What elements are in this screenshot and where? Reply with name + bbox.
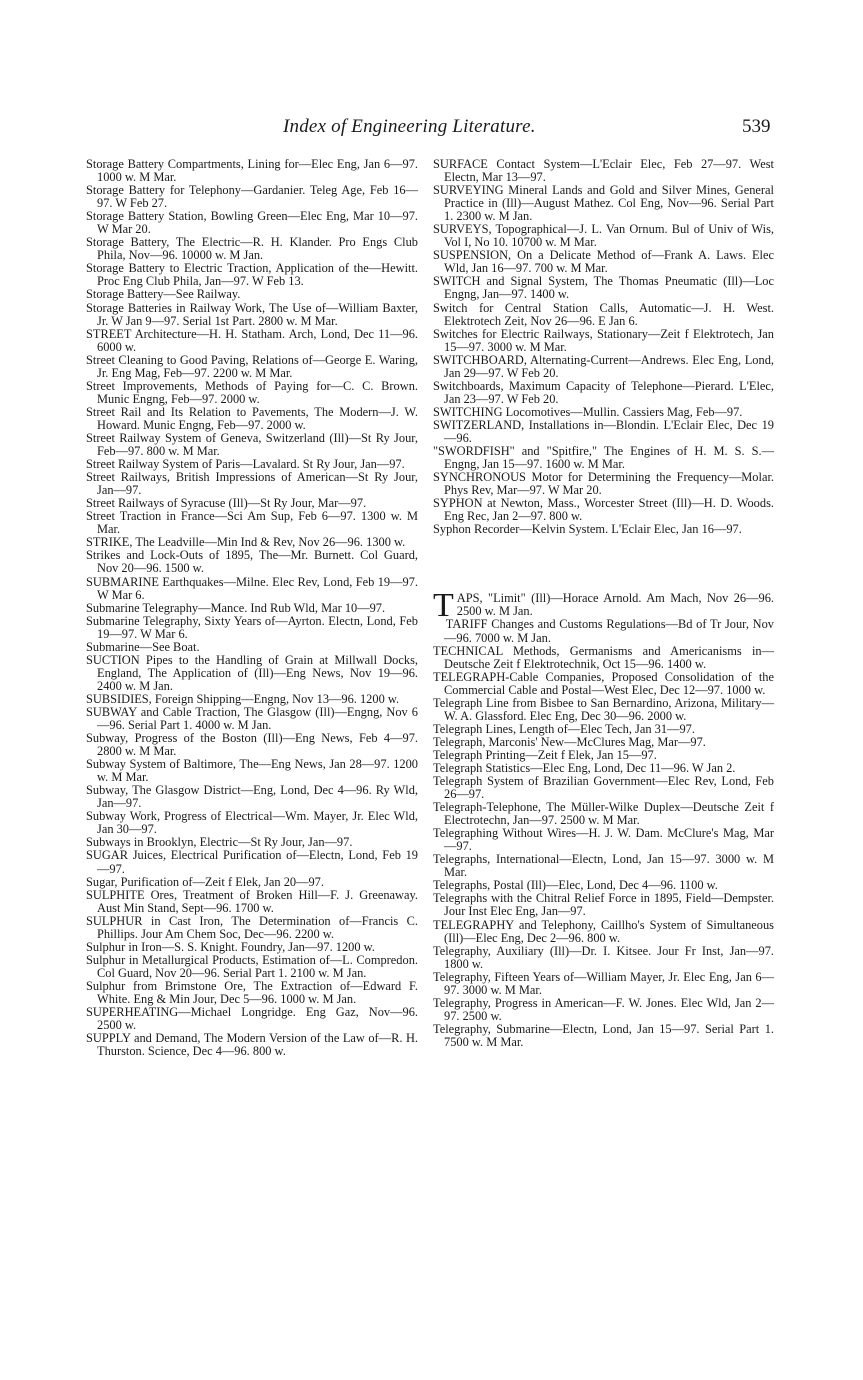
index-entry: Telegraph Statistics—Elec Eng, Lond, Dec 11—96. W Jan 2. — [433, 760, 736, 775]
index-entry: Street Improvements, Methods of Paying for—C. C. Brown. Munic Engng, Feb—97. 2000 w. — [86, 378, 418, 406]
index-entry: SUBMARINE Earthquakes—Milne. Elec Rev, Lond, Feb 19—97. W Mar 6. — [86, 574, 418, 602]
index-entry: Storage Battery, The Electric—R. H. Klander. Pro Engs Club Phila, Nov—96. 10000 w. M Jan. — [86, 235, 418, 263]
index-entry: Storage Batteries in Railway Work, The Use of—William Baxter, Jr. W Jan 9—97. Serial 1st Part. 2800 w. M Mar. — [86, 300, 418, 328]
index-entry: TARIFF Changes and Customs Regulations—Bd of Tr Jour, Nov—96. 7000 w. M Jan. — [444, 617, 774, 645]
index-entry: Storage Battery for Telephony—Gardanier. Teleg Age, Feb 16—97. W Feb 27. — [86, 183, 418, 211]
index-entry: Telegraphy, Fifteen Years of—William Mayer, Jr. Elec Eng, Jan 6—97. 3000 w. M Mar. — [433, 969, 774, 997]
index-entry: Subway System of Baltimore, The—Eng News, Jan 28—97. 1200 w. M Mar. — [86, 757, 418, 785]
index-entry: Strikes and Lock-Outs of 1895, The—Mr. Burnett. Col Guard, Nov 20—96. 1500 w. — [86, 548, 418, 576]
index-entry: SYPHON at Newton, Mass., Worcester Street (Ill)—H. D. Woods. Eng Rec, Jan 2—97. 800 w. — [433, 496, 774, 524]
index-entry: Switches for Electric Railways, Stationary—Zeit f Elektrotech, Jan 15—97. 3000 w. M Mar. — [433, 326, 774, 354]
index-entry: Telegraph, Marconis' New—McClures Mag, Mar—97. — [433, 734, 706, 749]
index-entry: Street Railways, British Impressions of American—St Ry Jour, Jan—97. — [86, 470, 418, 498]
index-entry: STREET Architecture—H. H. Statham. Arch, Lond, Dec 11—96. 6000 w. — [86, 326, 418, 354]
index-entry: TECHNICAL Methods, Germanisms and Americanisms in—Deutsche Zeit f Elektrotechnik, Oct 15—96. 1400 w. — [433, 643, 774, 671]
index-entry: Sulphur in Metallurgical Products, Estimation of—L. Compredon. Col Guard, Nov 20—96. Serial Part 1. 2100 w. M Jan. — [86, 952, 418, 980]
index-entry: Submarine—See Boat. — [86, 639, 200, 654]
index-entry: SUPERHEATING—Michael Longridge. Eng Gaz, Nov—96. 2500 w. — [86, 1005, 418, 1033]
index-entry: SURVEYS, Topographical—J. L. Van Ornum. Bul of Univ of Wis, Vol I, No 10. 10700 w. M Mar. — [433, 222, 774, 250]
index-entry: SURFACE Contact System—L'Eclair Elec, Feb 27—97. West Electn, Mar 13—97. — [433, 157, 774, 185]
index-entry: SURVEYING Mineral Lands and Gold and Silver Mines, General Practice in (Ill)—August Mathez. Col Eng, Nov—96. Serial Part 1. 2300 w. M Jan. — [433, 183, 774, 224]
index-entry: Submarine Telegraphy, Sixty Years of—Ayrton. Electn, Lond, Feb 19—97. W Mar 6. — [86, 613, 418, 641]
index-entry: Street Railway System of Paris—Lavalard. St Ry Jour, Jan—97. — [86, 457, 405, 472]
index-entry: SUCTION Pipes to the Handling of Grain at Millwall Docks, England, The Application of (Ill)—Eng News, Nov 19—96. 2400 w. M Jan. — [86, 652, 418, 693]
index-entry: Sugar, Purification of—Zeit f Elek, Jan 20—97. — [86, 874, 324, 889]
index-entry: Telegraphs, Postal (Ill)—Elec, Lond, Dec 4—96. 1100 w. — [433, 878, 718, 893]
index-entry: SUPPLY and Demand, The Modern Version of the Law of—R. H. Thurston. Science, Dec 4—96. 800 w. — [86, 1031, 418, 1059]
right-column — [433, 158, 774, 1049]
index-entry: Switchboards, Maximum Capacity of Telephone—Pierard. L'Elec, Jan 23—97. W Feb 20. — [433, 378, 774, 406]
index-entry: Subway, The Glasgow District—Eng, Lond, Dec 4—96. Ry Wld, Jan—97. — [86, 783, 418, 811]
entry-text: APS, "Limit" (Ill)—Horace Arnold. Am Mach, Nov 26—96. 2500 w. M Jan. — [456, 591, 774, 619]
index-entry: Sulphur in Iron—S. S. Knight. Foundry, Jan—97. 1200 w. — [86, 939, 375, 954]
index-entry: SWITCHBOARD, Alternating-Current—Andrews. Elec Eng, Lond, Jan 29—97. W Feb 20. — [433, 352, 774, 380]
right-column-s-entries — [433, 158, 774, 536]
index-entry: Telegraph Lines, Length of—Elec Tech, Jan 31—97. — [433, 721, 695, 736]
index-entry: Street Railways of Syracuse (Ill)—St Ry Jour, Mar—97. — [86, 496, 367, 511]
index-entry: SUBSIDIES, Foreign Shipping—Engng, Nov 13—96. 1200 w. — [86, 691, 400, 706]
index-entry: STRIKE, The Leadville—Min Ind & Rev, Nov 26—96. 1300 w. — [86, 535, 406, 550]
index-entry: SULPHUR in Cast Iron, The Determination of—Francis C. Phillips. Jour Am Chem Soc, Dec—96. 2200 w. — [86, 913, 418, 941]
index-entry: Telegraphs, International—Electn, Lond, Jan 15—97. 3000 w. M Mar. — [433, 852, 774, 880]
index-entry: Street Traction in France—Sci Am Sup, Feb 6—97. 1300 w. M Mar. — [86, 509, 418, 537]
index-entry: Subway Work, Progress of Electrical—Wm. Mayer, Jr. Elec Wld, Jan 30—97. — [86, 809, 418, 837]
index-entry: Street Rail and Its Relation to Pavements, The Modern—J. W. Howard. Munic Engng, Feb—97. 2000 w. — [86, 404, 418, 432]
index-entry: Submarine Telegraphy—Mance. Ind Rub Wld, Mar 10—97. — [86, 600, 386, 615]
index-entry: Storage Battery—See Railway. — [86, 287, 241, 302]
index-entry: Telegraph-Telephone, The Müller-Wilke Duplex—Deutsche Zeit f Electrotechn, Jan—97. 2500 w. M Mar. — [433, 800, 774, 828]
drop-cap: T — [433, 587, 454, 625]
index-entry: SUGAR Juices, Electrical Purification of—Electn, Lond, Feb 19—97. — [86, 848, 418, 876]
index-entry: SYNCHRONOUS Motor for Determining the Frequency—Molar. Phys Rev, Mar—97. W Mar 20. — [433, 470, 774, 498]
index-entry: Telegraphy, Progress in American—F. W. Jones. Elec Wld, Jan 2—97. 2500 w. — [433, 995, 774, 1023]
index-entry: SWITCH and Signal System, The Thomas Pneumatic (Ill)—Loc Engng, Jan—97. 1400 w. — [433, 274, 774, 302]
left-column — [86, 158, 418, 1058]
page-number: 539 — [742, 116, 771, 137]
index-entry-taps — [433, 587, 774, 625]
index-entry: Telegraph Printing—Zeit f Elek, Jan 15—97. — [433, 747, 657, 762]
index-entry: Telegraphing Without Wires—H. J. W. Dam. McClure's Mag, Mar—97. — [433, 826, 774, 854]
section-gap — [433, 536, 774, 592]
index-entry: SULPHITE Ores, Treatment of Broken Hill—F. J. Greenaway. Aust Min Stand, Sept—96. 1700 w. — [86, 887, 418, 915]
index-entry: Storage Battery Station, Bowling Green—Elec Eng, Mar 10—97. W Mar 20. — [86, 209, 418, 237]
index-entry: SWITZERLAND, Installations in—Blondin. L'Eclair Elec, Dec 19—96. — [433, 417, 774, 445]
index-entry: Telegraphy, Auxiliary (Ill)—Dr. I. Kitsee. Jour Fr Inst, Jan—97. 1800 w. — [433, 943, 774, 971]
index-entry: Telegraph System of Brazilian Government—Elec Rev, Lond, Feb 26—97. — [433, 774, 774, 802]
index-entry: Syphon Recorder—Kelvin System. L'Eclair Elec, Jan 16—97. — [433, 522, 742, 537]
index-entry: SUBWAY and Cable Traction, The Glasgow (Ill)—Engng, Nov 6—96. Serial Part 1. 4000 w. M Jan. — [86, 704, 418, 733]
index-entry: Telegraph Line from Bisbee to San Bernardino, Arizona, Military—W. A. Glassford. Elec Eng, Dec 30—96. 2000 w. — [433, 695, 774, 723]
index-entry: Telegraphy, Submarine—Electn, Lond, Jan 15—97. Serial Part 1. 7500 w. M Mar. — [433, 1021, 774, 1049]
index-entry: Switch for Central Station Calls, Automatic—J. H. West. Elektrotech Zeit, Nov 26—96. E Jan 6. — [433, 300, 774, 328]
index-entry: Subways in Brooklyn, Electric—St Ry Jour, Jan—97. — [86, 835, 353, 850]
index-entry: Storage Battery to Electric Traction, Application of the—Hewitt. Proc Eng Club Phila, Jan—97. W Feb 13. — [86, 261, 418, 289]
index-entry: "SWORDFISH" and "Spitfire," The Engines of H. M. S. S.—Engng, Jan 15—97. 1600 w. M Mar. — [433, 444, 774, 472]
index-entry: Subway, Progress of the Boston (Ill)—Eng News, Feb 4—97. 2800 w. M Mar. — [86, 731, 418, 759]
index-entry: Telegraphs with the Chitral Relief Force in 1895, Field—Dempster. Jour Inst Elec Eng, Jan—97. — [433, 891, 774, 919]
index-entry: TELEGRAPH-Cable Companies, Proposed Consolidation of the Commercial Cable and Postal—West Elec, Dec 12—97. 1000 w. — [433, 669, 774, 697]
index-entry: Street Railway System of Geneva, Switzerland (Ill)—St Ry Jour, Feb—97. 800 w. M Mar. — [86, 430, 418, 459]
running-head-title: Index of Engineering Literature. — [283, 116, 536, 137]
right-column-t-entries — [433, 618, 774, 1049]
index-entry: TELEGRAPHY and Telephony, Caillho's System of Simultaneous (Ill)—Elec Eng, Dec 2—96. 800 w. — [433, 917, 774, 945]
index-entry: SUSPENSION, On a Delicate Method of—Frank A. Laws. Elec Wld, Jan 16—97. 700 w. M Mar. — [433, 248, 774, 276]
index-entry: Sulphur from Brimstone Ore, The Extraction of—Edward F. White. Eng & Min Jour, Dec 5—96. 1000 w. M Jan. — [86, 978, 418, 1006]
index-entry: Storage Battery Compartments, Lining for—Elec Eng, Jan 6—97. 1000 w. M Mar. — [86, 157, 418, 185]
index-entry: Street Cleaning to Good Paving, Relations of—George E. Waring, Jr. Eng Mag, Feb—97. 2200 w. M Mar. — [86, 352, 418, 380]
index-entry: SWITCHING Locomotives—Mullin. Cassiers Mag, Feb—97. — [433, 404, 743, 419]
